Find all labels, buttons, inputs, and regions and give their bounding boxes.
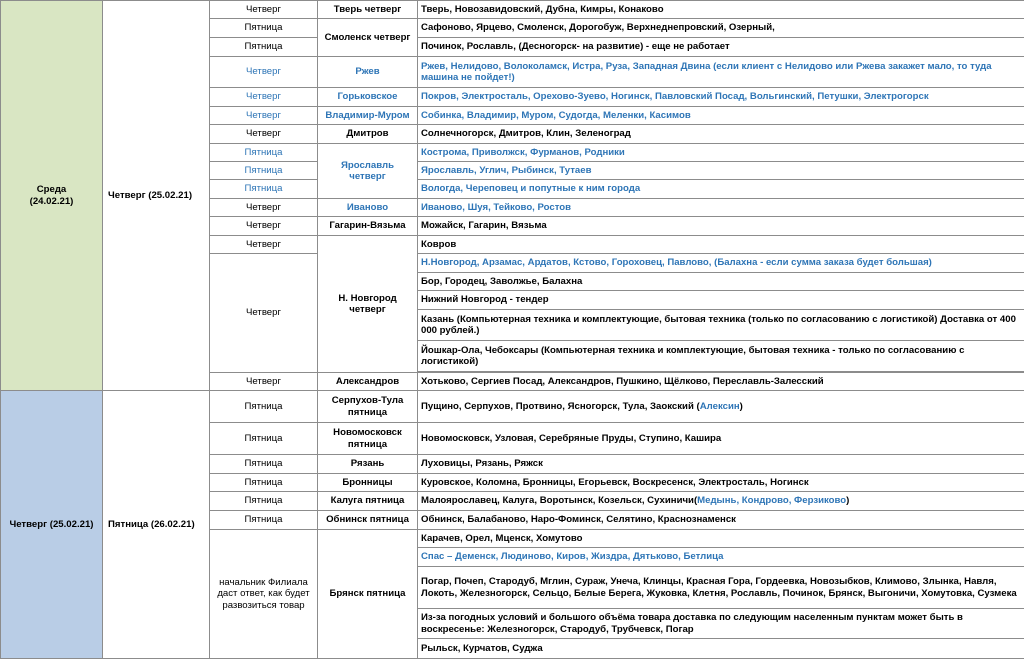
ship-day-cell: Пятница <box>210 423 318 455</box>
route-cell: Серпухов-Тула пятница <box>318 391 418 423</box>
cities-cell: Хотьково, Сергиев Посад, Александров, Пушкино, Щёлково, Переславль-Залесский <box>418 373 1024 391</box>
cities-cell: Рыльск, Курчатов, Суджа <box>418 639 1024 659</box>
cities-highlight: Медынь, Кондрово, Ферзиково <box>697 495 846 506</box>
ship-day-cell: Пятница <box>210 180 318 199</box>
cities-cell: Малоярославец, Калуга, Воротынск, Козельск, Сухиничи(Медынь, Кондрово, Ферзиково) <box>418 492 1024 511</box>
route-cell: Ярославль четверг <box>318 144 418 199</box>
route-cell: Ржев <box>318 57 418 88</box>
ship-day-cell: Пятница <box>210 162 318 180</box>
cities-cell: Сафоново, Ярцево, Смоленск, Дорогобуж, Верхнеднепровский, Озерный, <box>418 19 1024 38</box>
cities-cell: Бор, Городец, Заволжье, Балахна <box>418 273 1024 291</box>
cities-cell: Погар, Почеп, Стародуб, Мглин, Сураж, Унеча, Клинцы, Красная Гора, Гордеевка, Новозыбков, Климово, Злынка, Навля, Локоть, Железногорск, Сельцо, Белые Берега, Жуковка, Клетня, Рославль, Починок, Брянск, Выгоничи, Хомутовка, Сузмека <box>418 567 1024 609</box>
cities-cell: Луховицы, Рязань, Ряжск <box>418 455 1024 474</box>
cities-cell: Куровское, Коломна, Бронницы, Егорьевск, Воскресенск, Электросталь, Ногинск <box>418 474 1024 492</box>
ship-day-cell: Пятница <box>210 511 318 530</box>
cities-highlight: Алексин <box>700 401 740 412</box>
ship-day-cell: Четверг <box>210 107 318 125</box>
route-cell: Тверь четверг <box>318 1 418 19</box>
cities-cell: Ярославль, Углич, Рыбинск, Тутаев <box>418 162 1024 180</box>
route-cell: Александров <box>318 373 418 391</box>
delivery-day-cell: Четверг (25.02.21) <box>103 1 210 391</box>
route-cell: Горьковское <box>318 88 418 107</box>
table-row <box>1 1 1024 19</box>
ship-day-cell: Пятница <box>210 492 318 511</box>
ship-day-cell: Четверг <box>210 236 318 254</box>
ship-day-cell: Пятница <box>210 38 318 57</box>
ship-day-cell: Пятница <box>210 19 318 38</box>
ship-day-cell: Четверг <box>210 57 318 88</box>
cities-cell: Тверь, Новозавидовский, Дубна, Кимры, Конаково <box>418 1 1024 19</box>
cities-cell: Вологда, Череповец и попутные к ним города <box>418 180 1024 199</box>
cities-cell: Казань (Компьютерная техника и комплектующие, бытовая техника (только по согласованию с логистикой) Доставка от 400 000 рублей.) <box>418 310 1024 341</box>
route-cell: Смоленск четверг <box>318 19 418 57</box>
ship-day-cell: Четверг <box>210 1 318 19</box>
ship-day-cell: Четверг <box>210 254 318 373</box>
route-cell: Брянск пятница <box>318 530 418 659</box>
cities-cell: Из-за погодных условий и большого объёма товара доставка по следующим населенным пунктам может быть в воскресенье: Железногорск, Стародуб, Трубчевск, Погар <box>418 609 1024 639</box>
cities-cell: Карачев, Орел, Мценск, Хомутово <box>418 530 1024 548</box>
cities-cell: Кострома, Приволжск, Фурманов, Родники <box>418 144 1024 162</box>
order-day-cell: Четверг (25.02.21) <box>1 391 103 659</box>
ship-day-cell: Четверг <box>210 88 318 107</box>
ship-day-cell: Четверг <box>210 217 318 236</box>
cities-cell: Ржев, Нелидово, Волоколамск, Истра, Руза, Западная Двина (если клиент с Нелидово или Ржева закажет мало, то туда машина не пойдет!) <box>418 57 1024 88</box>
route-cell: Бронницы <box>318 474 418 492</box>
ship-day-cell: Пятница <box>210 391 318 423</box>
route-cell: Обнинск пятница <box>318 511 418 530</box>
ship-day-cell: Четверг <box>210 199 318 217</box>
cities-cell: Иваново, Шуя, Тейково, Ростов <box>418 199 1024 217</box>
cities-cell: Новомосковск, Узловая, Серебряные Пруды, Ступино, Кашира <box>418 423 1024 455</box>
cities-cell: Йошкар-Ола, Чебоксары (Компьютерная техника и комплектующие, бытовая техника - только по согласованию с логистикой) <box>418 341 1024 372</box>
cities-cell: Солнечногорск, Дмитров, Клин, Зеленоград <box>418 125 1024 144</box>
ship-day-cell: Пятница <box>210 144 318 162</box>
cities-cell: Спас – Деменск, Людиново, Киров, Жиздра, Дятьково, Бетлица <box>418 548 1024 567</box>
cities-cell: Починок, Рославль, (Десногорск- на развитие) - еще не работает <box>418 38 1024 57</box>
ship-day-cell: Четверг <box>210 373 318 391</box>
route-cell: Н. Новгород четверг <box>318 236 418 373</box>
route-cell: Владимир-Муром <box>318 107 418 125</box>
route-cell: Гагарин-Вязьма <box>318 217 418 236</box>
cities-cell: Обнинск, Балабаново, Наро-Фоминск, Селятино, Краснознаменск <box>418 511 1024 530</box>
cities-cell: Собинка, Владимир, Муром, Судогда, Меленки, Касимов <box>418 107 1024 125</box>
ship-day-cell: начальник Филиала даст ответ, как будет развозиться товар <box>210 530 318 659</box>
ship-day-cell: Пятница <box>210 474 318 492</box>
cities-cell: Можайск, Гагарин, Вязьма <box>418 217 1024 236</box>
table-row <box>1 391 1024 423</box>
ship-day-cell: Четверг <box>210 125 318 144</box>
route-cell: Калуга пятница <box>318 492 418 511</box>
route-cell: Дмитров <box>318 125 418 144</box>
delivery-day-cell: Пятница (26.02.21) <box>103 391 210 659</box>
order-day-cell: Среда (24.02.21) <box>1 1 103 391</box>
route-cell: Новомосковск пятница <box>318 423 418 455</box>
route-cell: Иваново <box>318 199 418 217</box>
route-cell: Рязань <box>318 455 418 474</box>
cities-cell: Покров, Электросталь, Орехово-Зуево, Ногинск, Павловский Посад, Вольгинский, Петушки, Электрогорск <box>418 88 1024 107</box>
cities-cell: Нижний Новгород - тендер <box>418 291 1024 310</box>
cities-cell: Н.Новгород, Арзамас, Ардатов, Кстово, Гороховец, Павлово, (Балахна - если сумма заказа будет большая) <box>418 254 1024 273</box>
ship-day-cell: Пятница <box>210 455 318 474</box>
cities-cell: Ковров <box>418 236 1024 254</box>
cities-cell: Пущино, Серпухов, Протвино, Ясногорск, Тула, Заокский (Алексин) <box>418 391 1024 423</box>
